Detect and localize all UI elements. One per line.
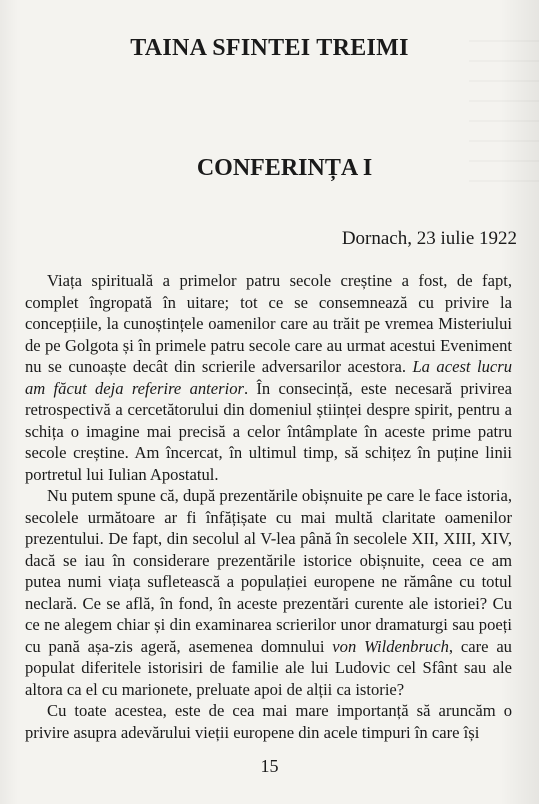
chapter-title: CONFERINȚA I [196,155,373,181]
paragraph-italic-text: La acest lucru am făcut deja referire anterior [25,357,512,398]
dateline: Dornach, 23 iulie 1922 [341,228,517,249]
paragraph-text: Cu toate acestea, este de cea mai mare importanță să aruncăm o privire asupra adevărului vieții europene din acele timpuri în care își [25,701,512,742]
body-text [25,270,512,743]
paragraph-italic-text: von Wildenbruch [332,636,449,656]
book-title: TAINA SFINTEI TREIMI [130,35,409,61]
paragraph [25,485,512,700]
paragraph-text: . În consecință, este necesară privirea retrospectivă a cercetătorului din domeniul științei despre spirit, pentru a schița o imagine mai precisă a celor întâmplate în aceste prime patru secole creștine. Am încercat, în ultimul timp, să schițez în puține linii portretul lui Iulian Apostatul. [25,378,512,484]
paragraph-text: Viața spirituală a primelor patru secole creștine a fost, de fapt, complet îngropată în uitare; tot ce se consemnează cu privire la concepțiile, la cunoștințele oamenilor care au trăit pe vremea Misteriului de pe Golgota și în primele patru secole care au urmat acestui Eveniment nu se cunoaște decât din scrierile adversarilor acestora. [25,271,512,376]
paragraph [25,270,512,485]
page-number: 15 [260,756,279,776]
paragraph-text: Nu putem spune că, după prezentările obișnuite pe care le face istoria, secolele următoare ar fi înfățișate cu mai multă claritate oamenilor prezentului. De fapt, din secolul al V-lea până în secolele XII, XIII, XIV, dacă se iau în considerare prezentările istorice obișnuite, ceea ce am putea numi viața sufletească a populației europene ne rămâne cu totul neclară. Ce se află, în fond, în aceste prezentări curente ale istoriei? Cu ce ne alegem chiar și din examinarea scrierilor unor dramaturgi sau poeți cu pană așa-zis ageră, asemenea domnului [25,486,512,656]
paragraph [25,700,512,743]
paragraph-text: , care au populat diferitele istorisiri de familie ale lui Ludovic cel Sfânt sau ale altora ca el cu marionete, preluate apoi de alții ca istorie? [25,636,512,699]
